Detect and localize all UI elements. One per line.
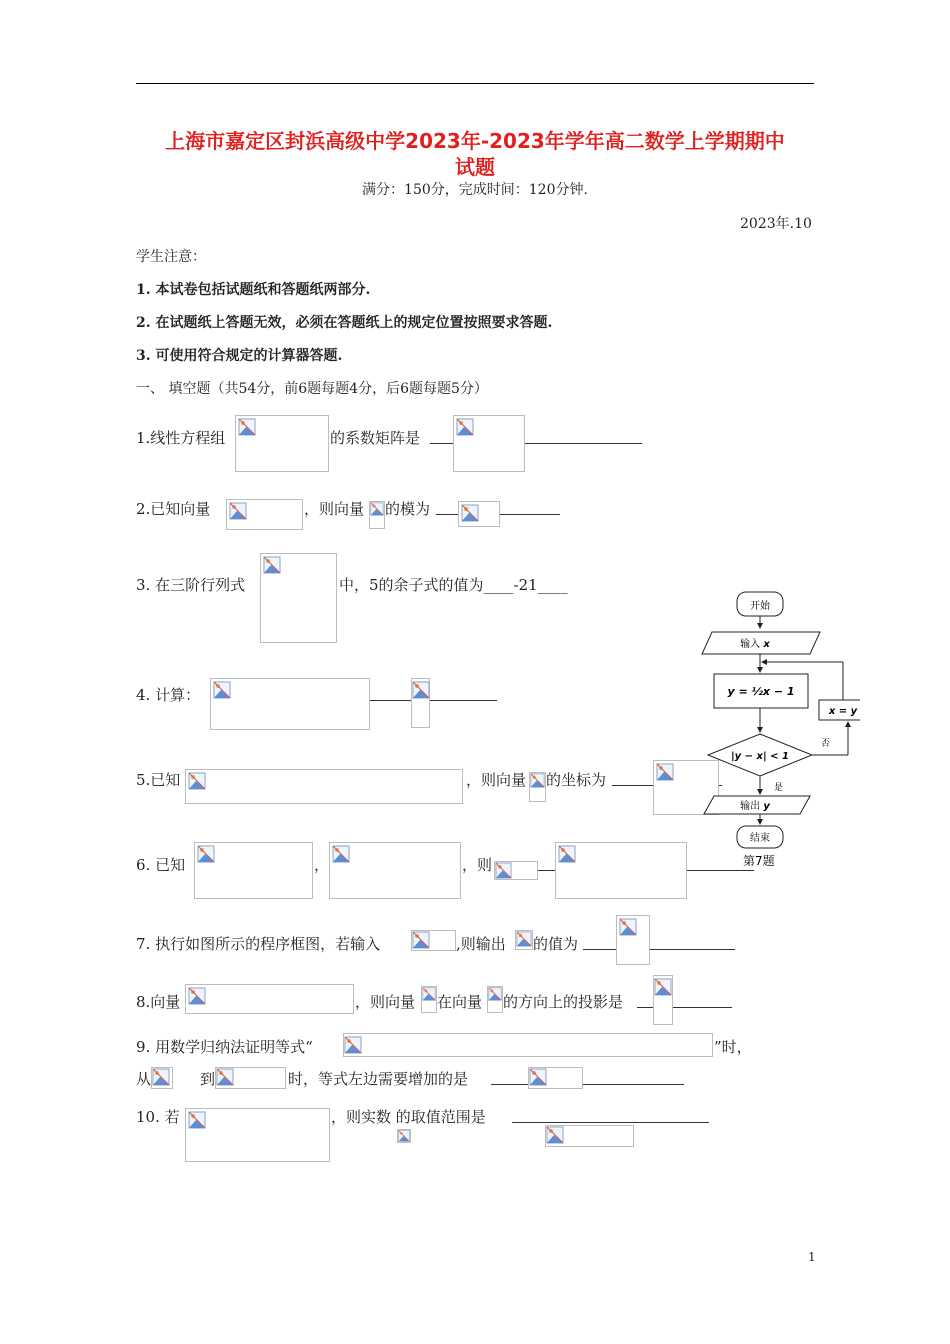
q4-answer-image: [411, 678, 430, 728]
score-info: 满分：150分，完成时间：120分钟.: [362, 182, 588, 198]
q8-vectors-image: [185, 984, 354, 1014]
broken-image-icon: [654, 978, 672, 996]
q2-answer-image: [458, 501, 500, 527]
q10-text-a: 10. 若: [136, 1108, 180, 1126]
q6-expr-image: [494, 861, 538, 880]
q7-text-c: 的值为: [533, 935, 579, 953]
q9-text-d: 到: [200, 1070, 216, 1088]
q7-input-image: [411, 930, 456, 951]
note-item: 1. 本试卷包括试题纸和答题纸两部分.: [136, 282, 371, 298]
notes-heading: 学生注意：: [136, 249, 206, 265]
broken-image-icon: [558, 845, 576, 863]
broken-image-icon: [412, 681, 430, 699]
q3-text-b: 中，5的余子式的值为____-21____: [339, 576, 568, 594]
q7-text-a: 7. 执行如图所示的程序框图，若输入: [136, 935, 381, 953]
q8-var-a-image: [421, 986, 437, 1013]
broken-image-icon: [332, 845, 350, 863]
flowchart-process-label: y = ½x − 1: [727, 685, 795, 698]
q3-text-a: 3. 在三阶行列式: [136, 576, 246, 594]
flowchart-figure: [700, 588, 860, 878]
q8-var-b-image: [487, 986, 503, 1013]
flowchart-no-label: 否: [821, 739, 831, 749]
note-item: 2. 在试题纸上答题无效，必须在答题纸上的规定位置按照要求答题.: [136, 315, 553, 331]
broken-image-icon: [188, 772, 206, 790]
exam-date: 2023年.10: [740, 216, 812, 232]
broken-image-icon: [656, 763, 674, 781]
q9-to-image: [215, 1067, 286, 1089]
broken-image-icon: [422, 987, 436, 1001]
q10-var-image: [397, 1129, 411, 1143]
q8-answer-image: [653, 975, 673, 1025]
q10-answer-image: [545, 1125, 634, 1147]
broken-image-icon: [188, 1111, 206, 1129]
svg-text:输出 y: 输出 y: [740, 801, 770, 812]
q6-text-a: 6. 已知: [136, 856, 186, 874]
page-title-line2: 试题: [455, 155, 495, 179]
q7-answer-image: [616, 915, 650, 965]
q6-vector-a-image: [194, 842, 313, 899]
q8-text-a: 8.向量: [136, 993, 181, 1011]
q5-var-image: [529, 772, 546, 802]
answer-blank: [512, 1122, 709, 1123]
answer-blank: [637, 1007, 732, 1008]
q1-answer-image: [453, 415, 525, 472]
flowchart-assign-label: x = y: [828, 706, 858, 717]
q1-equation-image: [235, 415, 329, 472]
broken-image-icon: [229, 502, 247, 520]
q9-from-image: [151, 1067, 173, 1089]
flowchart-yes-label: 是: [774, 783, 784, 793]
flowchart-end-label: 结束: [750, 833, 770, 844]
q9-answer-image: [528, 1067, 583, 1089]
broken-image-icon: [213, 681, 231, 699]
header-rule: [136, 83, 814, 84]
broken-image-icon: [488, 987, 502, 1001]
broken-image-icon: [344, 1036, 362, 1054]
broken-image-icon: [530, 773, 545, 788]
q10-condition-image: [185, 1108, 330, 1162]
page-title-line1: 上海市嘉定区封浜高级中学2023年-2023年学年高二数学上学期期中: [165, 129, 785, 153]
flowchart-caption: 第7题: [743, 854, 775, 868]
q9-text-b: ”时，: [714, 1038, 752, 1056]
broken-image-icon: [398, 1130, 410, 1142]
flowchart-svg: [700, 588, 860, 878]
q5-condition-image: [185, 769, 463, 804]
broken-image-icon: [197, 845, 215, 863]
q4-text-a: 4. 计算：: [136, 686, 201, 704]
answer-blank: [491, 1084, 684, 1085]
answer-blank: [583, 949, 735, 950]
q2-var-image: [369, 501, 385, 529]
broken-image-icon: [188, 987, 206, 1005]
q1-text-a: 1.线性方程组: [136, 429, 226, 447]
q2-text-c: 的模为: [385, 500, 431, 518]
broken-image-icon: [461, 504, 479, 522]
q9-text-a: 9. 用数学归纳法证明等式“: [136, 1038, 313, 1056]
broken-image-icon: [619, 918, 637, 936]
q5-text-b: ，则向量: [466, 771, 527, 789]
q9-text-c: 从: [136, 1070, 152, 1088]
q7-var-image: [515, 930, 533, 950]
q2-text-b: ，则向量: [304, 500, 365, 518]
section-heading: 一、 填空题（共54分，前6题每题4分，后6题每题5分）: [136, 381, 488, 397]
q8-text-b: ，则向量: [355, 993, 416, 1011]
broken-image-icon: [152, 1068, 170, 1086]
flowchart-start-label: 开始: [750, 601, 770, 612]
broken-image-icon: [495, 862, 512, 879]
q8-text-c: 在向量: [437, 993, 483, 1011]
broken-image-icon: [516, 931, 532, 947]
q6-text-c: ，则: [462, 856, 493, 874]
q3-determinant-image: [260, 553, 337, 643]
svg-text:输入 x: 输入 x: [740, 639, 770, 650]
broken-image-icon: [238, 418, 256, 436]
q9-equation-image: [343, 1033, 713, 1057]
q10-text-b: ，则实数 的取值范围是: [331, 1108, 486, 1126]
q8-text-d: 的方向上的投影是: [503, 993, 624, 1011]
q6-vector-b-image: [329, 842, 461, 899]
q1-text-b: 的系数矩阵是: [330, 429, 421, 447]
broken-image-icon: [412, 931, 430, 949]
q2-text-a: 2.已知向量: [136, 500, 211, 518]
q6-answer-image: [555, 842, 687, 899]
broken-image-icon: [529, 1068, 547, 1086]
answer-blank: [370, 700, 497, 701]
broken-image-icon: [263, 556, 281, 574]
q5-text-a: 5.已知: [136, 771, 181, 789]
q6-text-b: ，: [314, 856, 330, 874]
q4-expression-image: [210, 678, 370, 730]
note-item: 3. 可使用符合规定的计算器答题.: [136, 348, 343, 364]
q7-text-b: ,则输出: [456, 935, 506, 953]
page-number: 1: [808, 1250, 816, 1264]
broken-image-icon: [216, 1068, 234, 1086]
broken-image-icon: [456, 418, 474, 436]
q5-text-c: 的坐标为: [546, 771, 607, 789]
flowchart-condition-label: |y − x| < 1: [731, 751, 789, 762]
q9-text-e: 时，等式左边需要增加的是: [288, 1070, 469, 1088]
broken-image-icon: [546, 1126, 564, 1144]
broken-image-icon: [370, 502, 384, 516]
q2-vector-image: [226, 499, 303, 530]
